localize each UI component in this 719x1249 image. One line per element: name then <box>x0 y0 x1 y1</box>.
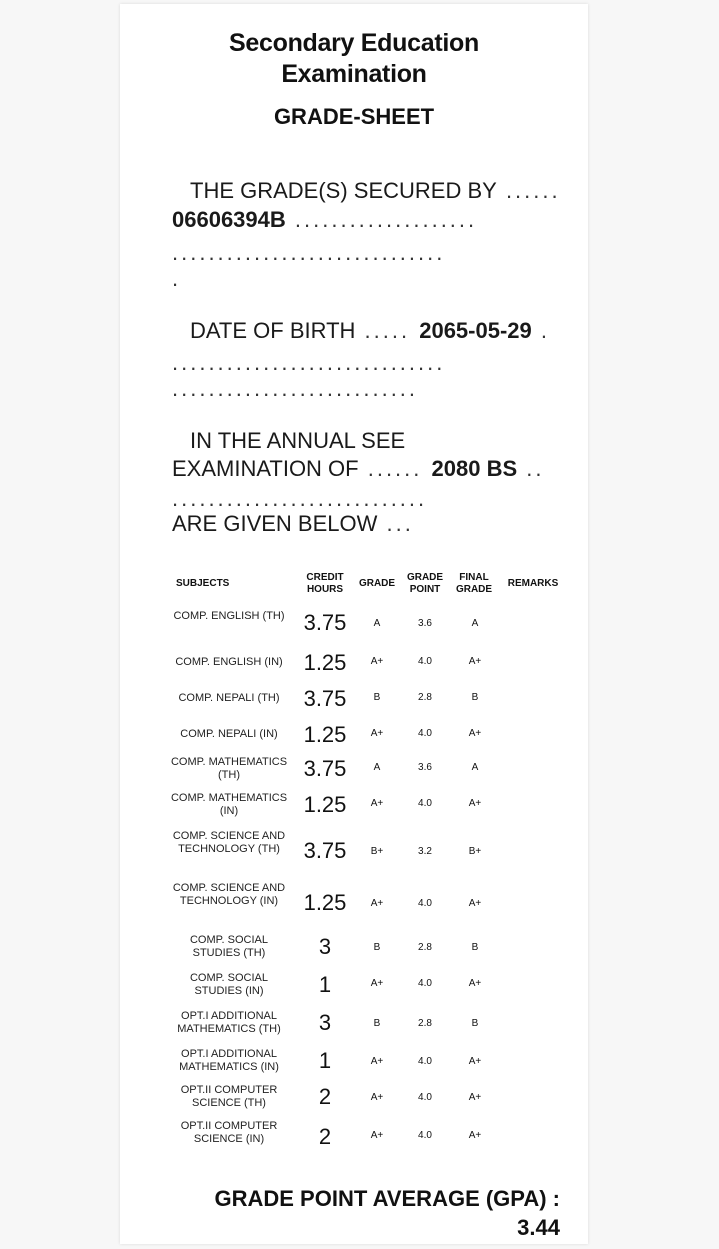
given-below-line: ARE GIVEN BELOW ... <box>172 511 414 536</box>
grade-point: 4.0 <box>418 1130 432 1141</box>
subject-name: COMP. SOCIAL STUDIES (TH) <box>189 934 269 959</box>
final-grade: A+ <box>468 1092 482 1103</box>
dotted-divider: ........................... <box>172 376 419 401</box>
grade-point: 3.2 <box>418 846 432 857</box>
symbol-number-line: 06606394B .................... <box>172 207 478 232</box>
credit-hours: 3 <box>318 1010 332 1035</box>
subject-name: OPT.I ADDITIONAL MATHEMATICS (TH) <box>177 1010 281 1035</box>
gpa-value: 3.44 <box>517 1215 560 1240</box>
header-subjects: SUBJECTS <box>176 578 230 589</box>
final-grade: B <box>471 1018 479 1029</box>
final-grade: A+ <box>468 898 482 909</box>
grade-point: 4.0 <box>418 898 432 909</box>
grade: B <box>373 1018 381 1029</box>
dob-label: DATE OF BIRTH <box>190 318 356 343</box>
exam-line-2: EXAMINATION OF ...... 2080 BS .. <box>172 456 545 481</box>
credit-hours: 2 <box>318 1124 332 1149</box>
dotted-divider: ............................ <box>172 486 428 511</box>
secured-by-line: THE GRADE(S) SECURED BY ...... <box>190 178 561 203</box>
credit-hours: 1.25 <box>303 890 347 915</box>
grade-point: 4.0 <box>418 656 432 667</box>
grade-point: 3.6 <box>418 762 432 773</box>
grade: A+ <box>370 1056 384 1067</box>
grade-sheet-card <box>120 4 588 1244</box>
dotted-divider: .............................. <box>172 350 446 375</box>
subject-name: COMP. NEPALI (TH) <box>178 692 280 704</box>
dob-line: DATE OF BIRTH ..... 2065-05-29 . <box>190 318 550 343</box>
subject-name: COMP. SCIENCE AND TECHNOLOGY (IN) <box>172 882 286 907</box>
grade: B <box>373 692 381 703</box>
grade-point: 2.8 <box>418 692 432 703</box>
header-grade: GRADE <box>358 578 396 589</box>
credit-hours: 1.25 <box>303 792 347 817</box>
subject-name: COMP. MATHEMATICS (IN) <box>170 792 288 817</box>
header-remarks: REMARKS <box>507 578 559 589</box>
credit-hours: 3.75 <box>303 756 347 781</box>
header-final-grade: FINAL GRADE <box>455 572 493 595</box>
credit-hours: 1 <box>318 1048 332 1073</box>
grade: A+ <box>370 898 384 909</box>
credit-hours: 1 <box>318 972 332 997</box>
credit-hours: 1.25 <box>303 650 347 675</box>
grade: A <box>373 618 381 629</box>
subject-name: COMP. SOCIAL STUDIES (IN) <box>189 972 269 997</box>
grade-point: 4.0 <box>418 728 432 739</box>
grade: B <box>373 942 381 953</box>
subject-name: COMP. ENGLISH (TH) <box>173 610 285 622</box>
grade-point: 4.0 <box>418 978 432 989</box>
subject-name: COMP. MATHEMATICS (TH) <box>170 756 288 781</box>
credit-hours: 2 <box>318 1084 332 1109</box>
final-grade: B+ <box>468 846 482 857</box>
header-grade-point: GRADE POINT <box>406 572 444 595</box>
grade-point: 2.8 <box>418 1018 432 1029</box>
subject-name: OPT.I ADDITIONAL MATHEMATICS (IN) <box>179 1048 279 1073</box>
subject-name: OPT.II COMPUTER SCIENCE (IN) <box>180 1120 278 1145</box>
grade: A+ <box>370 798 384 809</box>
credit-hours: 1.25 <box>303 722 347 747</box>
subject-name: COMP. ENGLISH (IN) <box>175 656 283 668</box>
grade: B+ <box>370 846 384 857</box>
subject-name: COMP. NEPALI (IN) <box>180 728 278 740</box>
final-grade: A+ <box>468 656 482 667</box>
credit-hours: 3 <box>318 934 332 959</box>
subject-name: OPT.II COMPUTER SCIENCE (TH) <box>180 1084 278 1109</box>
grade: A+ <box>370 978 384 989</box>
final-grade: A+ <box>468 1130 482 1141</box>
dob-value: 2065-05-29 <box>419 318 532 343</box>
title-line-2: Examination <box>281 60 427 88</box>
grade-point: 4.0 <box>418 1092 432 1103</box>
title-line-1: Secondary Education <box>229 29 479 57</box>
gpa-label: GRADE POINT AVERAGE (GPA) : <box>214 1186 560 1211</box>
grade: A+ <box>370 656 384 667</box>
exam-line-1: IN THE ANNUAL SEE <box>190 428 406 453</box>
final-grade: A <box>471 618 479 629</box>
secured-by-label: THE GRADE(S) SECURED BY <box>190 178 497 203</box>
final-grade: B <box>471 692 479 703</box>
grade: A+ <box>370 728 384 739</box>
exam-label: EXAMINATION OF <box>172 456 359 481</box>
dotted-divider: .............................. <box>172 240 446 265</box>
symbol-number: 06606394B <box>172 207 286 232</box>
credit-hours: 3.75 <box>303 610 347 635</box>
header-credit-hours: CREDIT HOURS <box>306 572 344 595</box>
grade: A+ <box>370 1130 384 1141</box>
credit-hours: 3.75 <box>303 838 347 863</box>
final-grade: A+ <box>468 728 482 739</box>
dotted-divider: . <box>172 266 182 291</box>
page-title <box>120 28 588 90</box>
credit-hours: 3.75 <box>303 686 347 711</box>
grade-point: 4.0 <box>418 1056 432 1067</box>
given-below-label: ARE GIVEN BELOW <box>172 511 378 536</box>
grade-sheet-heading: GRADE-SHEET <box>273 104 435 129</box>
grade-point: 3.6 <box>418 618 432 629</box>
final-grade: A <box>471 762 479 773</box>
exam-year: 2080 BS <box>431 456 518 481</box>
grade: A+ <box>370 1092 384 1103</box>
grade-point: 4.0 <box>418 798 432 809</box>
grade: A <box>373 762 381 773</box>
grade-point: 2.8 <box>418 942 432 953</box>
final-grade: A+ <box>468 978 482 989</box>
final-grade: A+ <box>468 1056 482 1067</box>
final-grade: B <box>471 942 479 953</box>
subject-name: COMP. SCIENCE AND TECHNOLOGY (TH) <box>172 830 286 855</box>
final-grade: A+ <box>468 798 482 809</box>
